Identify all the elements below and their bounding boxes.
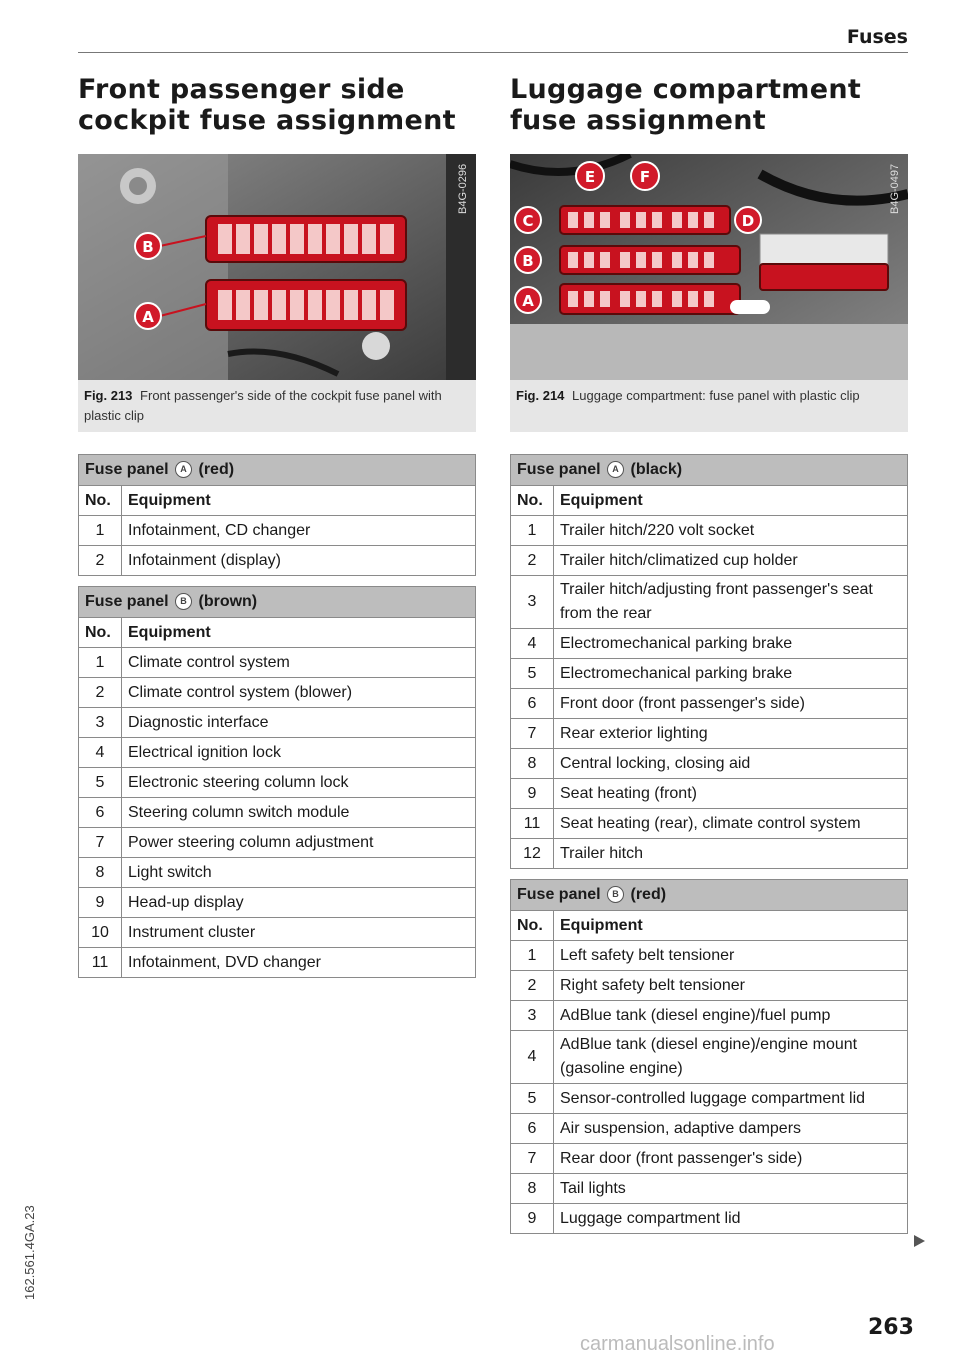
table-row (79, 948, 476, 978)
table-row (511, 1144, 908, 1174)
figure-214-number: Fig. 214 (516, 388, 565, 403)
fuse-number: 6 (511, 1114, 554, 1144)
table-title (79, 587, 476, 618)
table-row (511, 546, 908, 576)
fuse-equipment: Sensor-controlled luggage compartment lid (554, 1084, 908, 1114)
table-title-suffix: (black) (630, 461, 683, 478)
fuse-number: 1 (511, 516, 554, 546)
fuse-equipment: Light switch (122, 858, 476, 888)
figure-213-caption (78, 380, 476, 432)
fuse-number: 1 (79, 516, 122, 546)
table-row (511, 1031, 908, 1084)
table-row (511, 749, 908, 779)
watermark: carmanualsonline.info (580, 1333, 775, 1355)
right-column (510, 74, 908, 1234)
callout-d-label: D (741, 212, 755, 230)
left-section-heading (78, 74, 476, 136)
fuse-equipment: AdBlue tank (diesel engine)/fuel pump (554, 1001, 908, 1031)
callout-c-label: C (522, 212, 534, 230)
table-row (511, 1204, 908, 1234)
table-row (79, 888, 476, 918)
fuse-equipment: Power steering column adjustment (122, 828, 476, 858)
cockpit-fuse-illustration (78, 154, 476, 380)
table-row (79, 768, 476, 798)
luggage-fuse-panel-a-table (510, 454, 908, 869)
table-row (511, 576, 908, 629)
panel-badge-icon: B (607, 886, 624, 903)
fuse-equipment: Electrical ignition lock (122, 738, 476, 768)
fuse-equipment: Climate control system (blower) (122, 678, 476, 708)
table-row (511, 719, 908, 749)
fuse-number: 8 (79, 858, 122, 888)
callout-a-label: A (522, 292, 534, 310)
col-header-no: No. (511, 486, 554, 516)
fuse-equipment: Instrument cluster (122, 918, 476, 948)
table-title-prefix: Fuse panel (517, 886, 601, 903)
fuse-number: 10 (79, 918, 122, 948)
table-row (511, 1114, 908, 1144)
table-row (511, 1084, 908, 1114)
fuse-equipment: Infotainment, DVD changer (122, 948, 476, 978)
table-body (79, 648, 476, 978)
fuse-number: 7 (511, 719, 554, 749)
table-title-prefix: Fuse panel (517, 461, 601, 478)
table-title (79, 455, 476, 486)
figure-214-photo (510, 154, 908, 380)
fuse-number: 9 (79, 888, 122, 918)
col-header-equipment: Equipment (122, 618, 476, 648)
page-number: 263 (868, 1315, 914, 1340)
fuse-number: 3 (79, 708, 122, 738)
fuse-equipment: Air suspension, adaptive dampers (554, 1114, 908, 1144)
table-row (79, 918, 476, 948)
table-row (79, 798, 476, 828)
cockpit-fuse-panel-b-table (78, 586, 476, 978)
fuse-equipment: Steering column switch module (122, 798, 476, 828)
fuse-equipment: Luggage compartment lid (554, 1204, 908, 1234)
luggage-fuse-illustration (510, 154, 908, 380)
table-row (511, 1001, 908, 1031)
fuse-equipment: Electronic steering column lock (122, 768, 476, 798)
table-row (511, 516, 908, 546)
fuse-number: 3 (511, 576, 554, 629)
fuse-equipment: Infotainment, CD changer (122, 516, 476, 546)
figure-213-caption-text: Front passenger's side of the cockpit fuse panel with plastic clip (84, 388, 442, 423)
table-row (511, 629, 908, 659)
fuse-equipment: Front door (front passenger's side) (554, 689, 908, 719)
table-row (79, 678, 476, 708)
table-row (79, 648, 476, 678)
fuse-number: 1 (79, 648, 122, 678)
col-header-no: No. (511, 911, 554, 941)
fuse-number: 8 (511, 749, 554, 779)
fuse-equipment: Central locking, closing aid (554, 749, 908, 779)
fuse-equipment: Rear door (front passenger's side) (554, 1144, 908, 1174)
fuse-number: 2 (511, 971, 554, 1001)
panel-badge-icon: A (175, 461, 192, 478)
table-row (511, 1174, 908, 1204)
table-row (79, 828, 476, 858)
fuse-number: 6 (511, 689, 554, 719)
fuse-equipment: Climate control system (122, 648, 476, 678)
cockpit-fuse-panel-a-table (78, 454, 476, 576)
fuse-number: 1 (511, 941, 554, 971)
fuse-equipment: Infotainment (display) (122, 546, 476, 576)
running-header-title: Fuses (846, 26, 908, 48)
figure-213-photo (78, 154, 476, 380)
side-document-code: 162.561.4GA.23 (22, 1205, 37, 1300)
fuse-equipment: Trailer hitch (554, 839, 908, 869)
figure-213-number: Fig. 213 (84, 388, 133, 403)
table-row (511, 659, 908, 689)
fuse-equipment: Rear exterior lighting (554, 719, 908, 749)
figure-214-caption (510, 380, 908, 432)
table-title-prefix: Fuse panel (85, 593, 169, 610)
fuse-equipment: Tail lights (554, 1174, 908, 1204)
table-title-suffix: (brown) (198, 593, 258, 610)
fuse-number: 2 (79, 546, 122, 576)
table-row (79, 708, 476, 738)
table-body (79, 516, 476, 576)
fuse-number: 9 (511, 1204, 554, 1234)
col-header-no: No. (79, 486, 122, 516)
fuse-number: 3 (511, 1001, 554, 1031)
figure-213-code: B4G-0296 (457, 163, 469, 214)
table-row (511, 689, 908, 719)
table-row (79, 546, 476, 576)
fuse-number: 2 (511, 546, 554, 576)
table-title (511, 455, 908, 486)
left-heading-line1: Front passenger side (78, 74, 405, 105)
callout-f-label: F (639, 168, 651, 186)
fuse-number: 5 (511, 1084, 554, 1114)
table-row (79, 858, 476, 888)
header-rule (78, 52, 908, 53)
fuse-equipment: Electromechanical parking brake (554, 659, 908, 689)
fuse-number: 5 (79, 768, 122, 798)
fuse-number: 11 (79, 948, 122, 978)
fuse-equipment: Seat heating (front) (554, 779, 908, 809)
col-header-no: No. (79, 618, 122, 648)
table-title-suffix: (red) (198, 461, 235, 478)
right-heading-line2: fuse assignment (510, 105, 766, 136)
fuse-number: 9 (511, 779, 554, 809)
fuse-number: 4 (511, 1031, 554, 1084)
fuse-number: 5 (511, 659, 554, 689)
fuse-number: 11 (511, 809, 554, 839)
table-row (511, 779, 908, 809)
table-row (511, 809, 908, 839)
col-header-equipment: Equipment (554, 486, 908, 516)
right-heading-line1: Luggage compartment (510, 74, 862, 105)
luggage-fuse-panel-b-table (510, 879, 908, 1234)
fuse-equipment: Trailer hitch/220 volt socket (554, 516, 908, 546)
fuse-equipment: Electromechanical parking brake (554, 629, 908, 659)
fuse-number: 4 (511, 629, 554, 659)
col-header-equipment: Equipment (554, 911, 908, 941)
right-section-heading (510, 74, 908, 136)
fuse-number: 12 (511, 839, 554, 869)
fuse-number: 4 (79, 738, 122, 768)
left-column (78, 74, 476, 978)
table-row (511, 941, 908, 971)
table-row (511, 839, 908, 869)
callout-a-label: A (142, 308, 154, 326)
fuse-number: 8 (511, 1174, 554, 1204)
table-title-prefix: Fuse panel (85, 461, 169, 478)
left-heading-line2: cockpit fuse assignment (78, 105, 456, 136)
callout-b-label: B (522, 252, 534, 270)
fuse-equipment: Seat heating (rear), climate control system (554, 809, 908, 839)
fuse-number: 7 (511, 1144, 554, 1174)
callout-b-label: B (142, 238, 154, 256)
fuse-number: 7 (79, 828, 122, 858)
panel-badge-icon: A (607, 461, 624, 478)
col-header-equipment: Equipment (122, 486, 476, 516)
continue-arrow-icon (914, 1235, 925, 1247)
fuse-equipment: Right safety belt tensioner (554, 971, 908, 1001)
fuse-equipment: Trailer hitch/climatized cup holder (554, 546, 908, 576)
table-body (511, 941, 908, 1234)
fuse-equipment: AdBlue tank (diesel engine)/engine mount (gasoline engine) (554, 1031, 908, 1084)
figure-214-code: B4G-0497 (889, 163, 901, 214)
table-row (79, 738, 476, 768)
table-body (511, 516, 908, 869)
fuse-equipment: Trailer hitch/adjusting front passenger's seat from the rear (554, 576, 908, 629)
figure-214-caption-text: Luggage compartment: fuse panel with plastic clip (572, 388, 860, 403)
table-row (511, 971, 908, 1001)
fuse-number: 2 (79, 678, 122, 708)
table-title (511, 880, 908, 911)
fuse-equipment: Head-up display (122, 888, 476, 918)
fuse-equipment: Diagnostic interface (122, 708, 476, 738)
table-title-suffix: (red) (630, 886, 667, 903)
callout-e-label: E (584, 168, 596, 186)
fuse-equipment: Left safety belt tensioner (554, 941, 908, 971)
table-row (79, 516, 476, 546)
panel-badge-icon: B (175, 593, 192, 610)
fuse-number: 6 (79, 798, 122, 828)
